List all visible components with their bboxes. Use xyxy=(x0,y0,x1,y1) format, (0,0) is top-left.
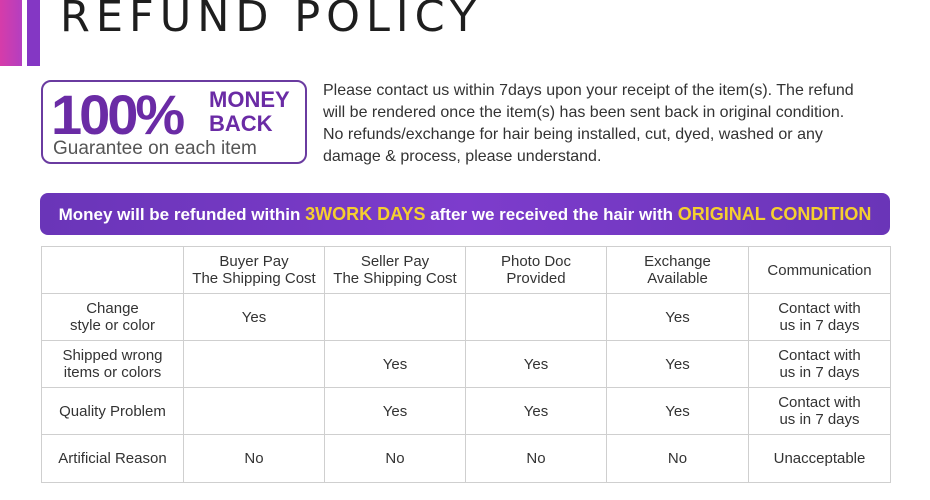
table-cell: Yes xyxy=(325,341,466,388)
table-row xyxy=(42,341,891,388)
policy-line: will be rendered once the item(s) has been sent back in original condition. xyxy=(323,104,845,121)
table-cell: No xyxy=(325,435,466,483)
table-cell: Contact with us in 7 days xyxy=(749,294,891,341)
table-cell: Yes xyxy=(184,294,325,341)
refund-banner xyxy=(40,193,890,235)
table-cell xyxy=(184,341,325,388)
row-label-cell: Shipped wrong items or colors xyxy=(42,341,184,388)
table-header-cell: Photo Doc Provided xyxy=(466,247,607,294)
policy-line: damage & process, please understand. xyxy=(323,148,602,165)
banner-text: Money will be refunded within xyxy=(58,205,306,224)
guarantee-back: BACK xyxy=(209,111,273,136)
banner-highlight-condition: ORIGINAL CONDITION xyxy=(677,204,872,224)
table-header-row xyxy=(42,247,891,294)
table-header-cell: Seller Pay The Shipping Cost xyxy=(325,247,466,294)
refund-policy-table xyxy=(41,246,891,483)
table-header-cell xyxy=(42,247,184,294)
banner-text: after we received the hair with xyxy=(425,205,678,224)
guarantee-money: MONEY xyxy=(209,87,290,112)
table-header-cell: Exchange Available xyxy=(607,247,749,294)
table-cell: No xyxy=(184,435,325,483)
banner-highlight-days: 3WORK DAYS xyxy=(305,204,426,224)
row-label-cell: Change style or color xyxy=(42,294,184,341)
table-row xyxy=(42,388,891,435)
table-cell: Contact with us in 7 days xyxy=(749,341,891,388)
table-cell: Yes xyxy=(607,341,749,388)
table-cell xyxy=(184,388,325,435)
table-cell xyxy=(325,294,466,341)
guarantee-percent: 100% xyxy=(51,83,183,146)
row-label-cell: Quality Problem xyxy=(42,388,184,435)
table-header-cell: Communication xyxy=(749,247,891,294)
guarantee-subtitle: Guarantee on each item xyxy=(53,138,257,159)
table-cell: Yes xyxy=(466,388,607,435)
table-header-cell: Buyer Pay The Shipping Cost xyxy=(184,247,325,294)
table-cell: No xyxy=(607,435,749,483)
policy-line: Please contact us within 7days upon your receipt of the item(s). The refund xyxy=(323,82,854,99)
money-back-guarantee-badge xyxy=(41,80,307,164)
policy-line: No refunds/exchange for hair being installed, cut, dyed, washed or any xyxy=(323,126,823,143)
table-cell: Yes xyxy=(607,388,749,435)
table-cell: Yes xyxy=(607,294,749,341)
title-accent-bar xyxy=(0,0,40,66)
table-cell xyxy=(466,294,607,341)
table-cell: No xyxy=(466,435,607,483)
table-cell: Yes xyxy=(466,341,607,388)
table-cell: Contact with us in 7 days xyxy=(749,388,891,435)
table-row xyxy=(42,435,891,483)
policy-text xyxy=(323,80,913,168)
table-cell: Unacceptable xyxy=(749,435,891,483)
table-cell: Yes xyxy=(325,388,466,435)
row-label-cell: Artificial Reason xyxy=(42,435,184,483)
table-row xyxy=(42,294,891,341)
page-title: REFUND POLICY xyxy=(60,0,483,42)
